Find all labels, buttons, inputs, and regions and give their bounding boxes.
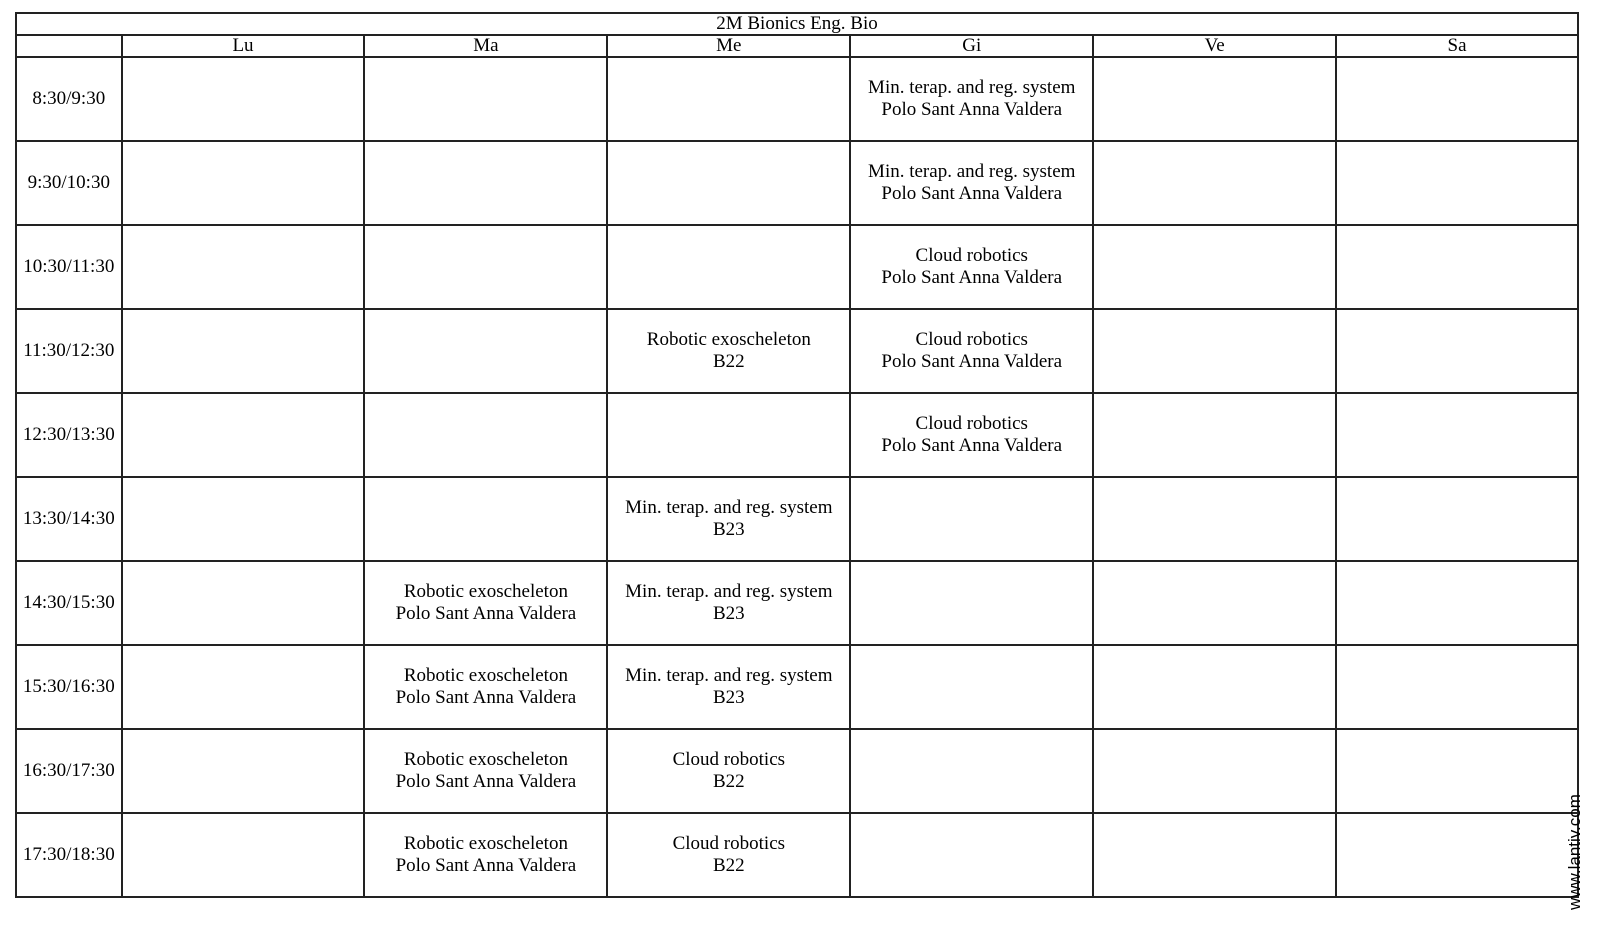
- lesson-room: B23: [712, 519, 745, 540]
- lesson-course: Min. terap. and reg. system: [868, 77, 1076, 98]
- empty-cell: [1336, 477, 1578, 561]
- lesson-cell: [364, 729, 607, 813]
- time-slot-label: 11:30/12:30: [16, 309, 122, 393]
- time-slot-row: [16, 225, 1578, 309]
- lesson-course: Robotic exoscheleton: [403, 833, 568, 854]
- empty-cell: [1336, 141, 1578, 225]
- empty-cell: [607, 57, 850, 141]
- time-slot-row: [16, 645, 1578, 729]
- time-slot-row: [16, 561, 1578, 645]
- lesson-course: Min. terap. and reg. system: [625, 581, 833, 602]
- time-slot-row: [16, 309, 1578, 393]
- empty-cell: [364, 393, 607, 477]
- empty-cell: [122, 309, 365, 393]
- lesson-room: Polo Sant Anna Valdera: [881, 99, 1063, 120]
- empty-cell: [364, 477, 607, 561]
- empty-cell: [1336, 729, 1578, 813]
- empty-cell: [122, 645, 365, 729]
- lesson-room: B23: [712, 687, 745, 708]
- time-slot-label: 16:30/17:30: [16, 729, 122, 813]
- watermark-text: www.lantiv.com: [1565, 794, 1584, 910]
- day-header: Ve: [1093, 35, 1336, 57]
- lesson-cell: [607, 645, 850, 729]
- lesson-cell: [850, 225, 1093, 309]
- empty-cell: [1093, 141, 1336, 225]
- time-slot-row: [16, 813, 1578, 897]
- time-slot-label: 15:30/16:30: [16, 645, 122, 729]
- empty-cell: [1093, 57, 1336, 141]
- empty-cell: [607, 225, 850, 309]
- empty-cell: [364, 225, 607, 309]
- lesson-course: Min. terap. and reg. system: [868, 161, 1076, 182]
- time-slot-label: 9:30/10:30: [16, 141, 122, 225]
- lesson-room: Polo Sant Anna Valdera: [881, 435, 1063, 456]
- time-slot-label: 14:30/15:30: [16, 561, 122, 645]
- lesson-course: Robotic exoscheleton: [403, 581, 568, 602]
- empty-cell: [850, 813, 1093, 897]
- timetable-body: [16, 57, 1578, 897]
- empty-cell: [1093, 561, 1336, 645]
- lesson-room: B23: [712, 603, 745, 624]
- time-slot-label: 17:30/18:30: [16, 813, 122, 897]
- time-slot-label: 10:30/11:30: [16, 225, 122, 309]
- lesson-room: B22: [712, 855, 745, 876]
- lesson-room: Polo Sant Anna Valdera: [881, 351, 1063, 372]
- empty-cell: [122, 561, 365, 645]
- empty-cell: [1093, 309, 1336, 393]
- time-slot-row: [16, 57, 1578, 141]
- empty-cell: [1336, 225, 1578, 309]
- lesson-room: Polo Sant Anna Valdera: [395, 603, 577, 624]
- lesson-course: Min. terap. and reg. system: [625, 497, 833, 518]
- lesson-room: B22: [712, 771, 745, 792]
- day-header: Me: [607, 35, 850, 57]
- timetable-title: 2M Bionics Eng. Bio: [16, 13, 1578, 35]
- empty-cell: [122, 477, 365, 561]
- day-header: Sa: [1336, 35, 1578, 57]
- empty-cell: [850, 645, 1093, 729]
- lesson-course: Robotic exoscheleton: [403, 665, 568, 686]
- empty-cell: [1336, 57, 1578, 141]
- empty-cell: [850, 561, 1093, 645]
- lesson-cell: [364, 813, 607, 897]
- empty-cell: [1336, 309, 1578, 393]
- lesson-cell: [607, 561, 850, 645]
- empty-cell: [122, 141, 365, 225]
- lesson-course: Cloud robotics: [672, 833, 786, 854]
- lesson-course: Cloud robotics: [672, 749, 786, 770]
- empty-cell: [1336, 561, 1578, 645]
- lesson-course: Cloud robotics: [915, 245, 1028, 266]
- time-slot-label: 12:30/13:30: [16, 393, 122, 477]
- empty-cell: [1093, 729, 1336, 813]
- empty-cell: [607, 141, 850, 225]
- lesson-cell: [607, 813, 850, 897]
- empty-cell: [364, 141, 607, 225]
- empty-cell: [1093, 477, 1336, 561]
- empty-cell: [122, 729, 365, 813]
- time-slot-row: [16, 729, 1578, 813]
- empty-cell: [1336, 393, 1578, 477]
- empty-cell: [122, 813, 365, 897]
- empty-cell: [607, 393, 850, 477]
- lesson-cell: [850, 393, 1093, 477]
- empty-cell: [1093, 645, 1336, 729]
- empty-cell: [364, 57, 607, 141]
- lesson-cell: [850, 141, 1093, 225]
- lesson-cell: [607, 729, 850, 813]
- time-slot-label: 13:30/14:30: [16, 477, 122, 561]
- corner-cell: [16, 35, 122, 57]
- empty-cell: [122, 57, 365, 141]
- lesson-course: Min. terap. and reg. system: [625, 665, 833, 686]
- empty-cell: [850, 729, 1093, 813]
- lesson-room: Polo Sant Anna Valdera: [881, 267, 1063, 288]
- time-slot-row: [16, 141, 1578, 225]
- lesson-course: Robotic exoscheleton: [403, 749, 568, 770]
- lesson-room: Polo Sant Anna Valdera: [395, 687, 577, 708]
- day-header: Gi: [850, 35, 1093, 57]
- lesson-cell: [850, 309, 1093, 393]
- lesson-course: Cloud robotics: [915, 413, 1028, 434]
- lesson-course: Robotic exoscheleton: [646, 329, 811, 350]
- day-header: Lu: [122, 35, 365, 57]
- lesson-room: B22: [712, 351, 745, 372]
- empty-cell: [364, 309, 607, 393]
- time-slot-row: [16, 393, 1578, 477]
- lesson-cell: [364, 561, 607, 645]
- lesson-room: Polo Sant Anna Valdera: [395, 855, 577, 876]
- empty-cell: [122, 393, 365, 477]
- day-header-row: [16, 35, 1578, 57]
- empty-cell: [1093, 225, 1336, 309]
- empty-cell: [1336, 813, 1578, 897]
- lesson-cell: [364, 645, 607, 729]
- empty-cell: [1093, 393, 1336, 477]
- empty-cell: [850, 477, 1093, 561]
- lesson-course: Cloud robotics: [915, 329, 1028, 350]
- day-header: Ma: [364, 35, 607, 57]
- lesson-cell: [607, 477, 850, 561]
- empty-cell: [1336, 645, 1578, 729]
- lesson-cell: [850, 57, 1093, 141]
- empty-cell: [1093, 813, 1336, 897]
- lesson-room: Polo Sant Anna Valdera: [395, 771, 577, 792]
- time-slot-label: 8:30/9:30: [16, 57, 122, 141]
- lesson-cell: [607, 309, 850, 393]
- timetable: [15, 12, 1579, 898]
- lesson-room: Polo Sant Anna Valdera: [881, 183, 1063, 204]
- empty-cell: [122, 225, 365, 309]
- time-slot-row: [16, 477, 1578, 561]
